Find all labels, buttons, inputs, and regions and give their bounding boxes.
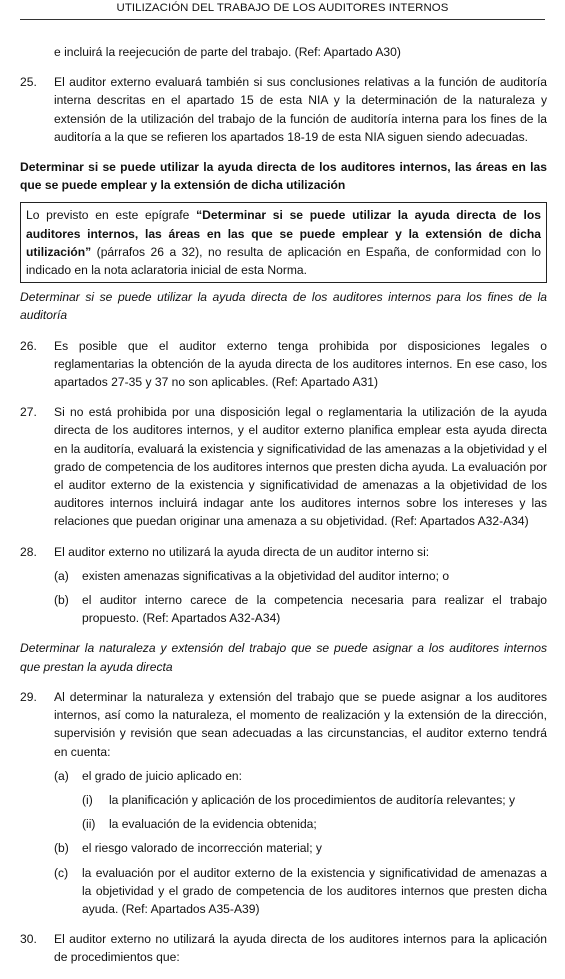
subheading-2: Determinar la naturaleza y extensión del trabajo que se puede asignar a los auditores internos que prestan la ayuda directa bbox=[20, 641, 547, 674]
list-item bbox=[54, 767, 547, 785]
item-label: (a) bbox=[54, 568, 69, 583]
paragraph-text: Es posible que el auditor externo tenga prohibida por disposiciones legales o reglamentarias la obtención de la ayuda directa de los auditores internos. En ese caso, los apartados 27-35 y 37 no son aplicables. (Ref: Apartado A31) bbox=[54, 338, 547, 390]
list-item bbox=[54, 567, 547, 585]
paragraph-28 bbox=[20, 543, 547, 561]
note-post: (párrafos 26 a 32), no resulta de aplicación en España, de conformidad con lo indicado en la nota aclaratoria inicial de esta Norma. bbox=[26, 244, 541, 278]
item-label: (b) bbox=[54, 841, 69, 856]
paragraph-text: El auditor externo no utilizará la ayuda directa de un auditor interno si: bbox=[54, 544, 430, 559]
paragraph-29 bbox=[20, 688, 547, 761]
sub-list-item bbox=[82, 791, 547, 809]
item-label: (b) bbox=[54, 593, 69, 608]
paragraph-number: 28. bbox=[20, 544, 37, 559]
continuation-text: e incluirá la reejecución de parte del trabajo. (Ref: Apartado A30) bbox=[54, 45, 401, 59]
paragraph-text: El auditor externo evaluará también si sus conclusiones relativas a la función de auditoría interna descritas en el apartado 15 de esta NIA y la determinación de la naturaleza y extensión de la utilización del trabajo de la función de auditoría interna para los fines de la auditoría a la que se refieren los apartados 18-19 de esta NIA siguen siendo adecuadas. bbox=[54, 75, 547, 144]
paragraph-26 bbox=[20, 337, 547, 392]
paragraph-number: 26. bbox=[20, 338, 37, 353]
section-heading: Determinar si se puede utilizar la ayuda directa de los auditores internos, las áreas en las que se puede emplear y la extensión de dicha utilización bbox=[20, 160, 547, 193]
document-body bbox=[20, 43, 547, 979]
paragraph-30 bbox=[20, 930, 547, 966]
paragraph-27 bbox=[20, 403, 547, 530]
paragraph-number: 29. bbox=[20, 689, 37, 704]
subitem-text: la planificación y aplicación de los procedimientos de auditoría relevantes; y bbox=[109, 792, 516, 807]
spain-note-box bbox=[20, 202, 547, 283]
item-text: existen amenazas significativas a la objetividad del auditor interno; o bbox=[82, 568, 450, 583]
sub-list-item bbox=[82, 815, 547, 833]
item-label: (a) bbox=[54, 768, 69, 783]
item-text: el auditor interno carece de la competencia necesaria para realizar el trabajo propuesto. (Ref: Apartados A32-A34) bbox=[82, 593, 547, 626]
note-pre: Lo previsto en este epígrafe bbox=[26, 208, 197, 223]
paragraph-text: Al determinar la naturaleza y extensión del trabajo que se puede asignar a los auditores internos, así como la naturaleza, el momento de realización y la extensión de la dirección, supervisión y revisión que sean adecuadas a las circunstancias, el auditor externo tendrá en cuenta: bbox=[54, 689, 547, 759]
item-text: el riesgo valorado de incorrección material; y bbox=[82, 841, 322, 856]
note-bold: “Determinar si se puede utilizar la ayuda directa de los auditores internos, las áreas en las que se puede emplear y la extensión de dicha utilización” bbox=[26, 208, 541, 259]
paragraph-number: 27. bbox=[20, 405, 37, 420]
note-text bbox=[26, 206, 541, 279]
item-text: la evaluación por el auditor externo de la existencia y significatividad de amenazas a la objetividad y el grado de competencia de los auditores internos que presten dicha ayuda. (Ref: Apartados A35-A39) bbox=[82, 865, 547, 916]
paragraph-number: 30. bbox=[20, 932, 37, 947]
paragraph-25 bbox=[20, 73, 547, 146]
paragraph-text: Si no está prohibida por una disposición legal o reglamentaria la utilización de la ayuda directa de los auditores internos, y el auditor externo planifica emplear esta ayuda directa en la auditoría, evaluará la existencia y significatividad de las amenazas a la objetividad y el grado de competencia de los auditores internos que presten dicha ayuda. La evaluación por el auditor externo de la existencia y significatividad de amenazas a la objetividad de los auditores internos incluirá indagar ante los auditores internos sobre los intereses y las relaciones que puedan originar una amenaza a su objetividad. (Ref: Apartados A32-A34) bbox=[54, 405, 547, 529]
list-item bbox=[54, 839, 547, 857]
subitem-label: (ii) bbox=[82, 817, 96, 832]
paragraph-text: El auditor externo no utilizará la ayuda directa de los auditores internos para la aplicación de procedimientos que: bbox=[54, 932, 547, 965]
header-rule bbox=[20, 19, 545, 20]
paragraph-number: 25. bbox=[20, 75, 37, 90]
subitem-text: la evaluación de la evidencia obtenida; bbox=[109, 817, 317, 832]
list-item bbox=[54, 591, 547, 627]
running-header: UTILIZACIÓN DEL TRABAJO DE LOS AUDITORES INTERNOS bbox=[116, 2, 449, 14]
item-text: el grado de juicio aplicado en: bbox=[82, 768, 243, 783]
subheading-1: Determinar si se puede utilizar la ayuda directa de los auditores internos para los fines de la auditoría bbox=[20, 290, 547, 323]
subitem-label: (i) bbox=[82, 792, 93, 807]
item-label: (c) bbox=[54, 865, 69, 880]
